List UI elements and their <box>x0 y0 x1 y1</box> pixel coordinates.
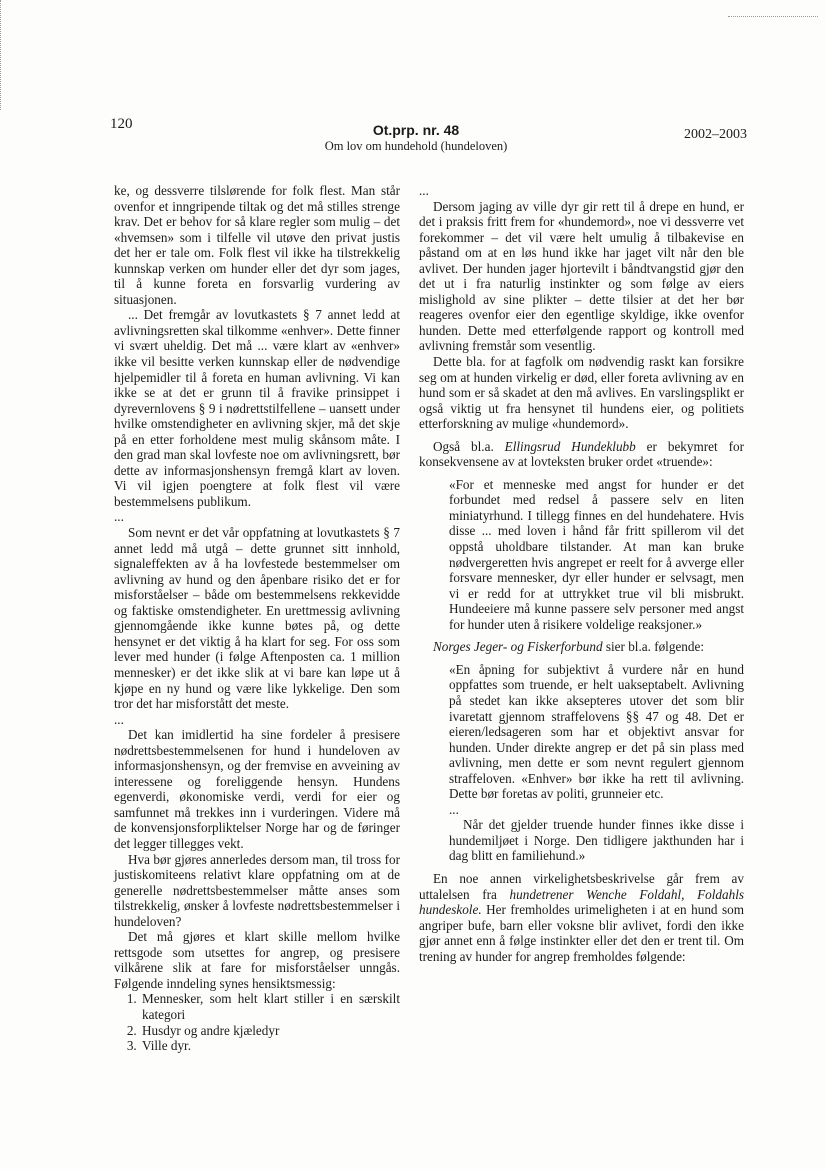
document-title: Ot.prp. nr. 48 <box>372 122 460 138</box>
scan-edge-marks <box>0 0 4 110</box>
right-column <box>419 183 744 964</box>
organisation-name: Norges Jeger- og Fiskerforbund <box>433 639 603 655</box>
paragraph: Det må gjøres et klart skille mellom hvilke rettsgode som utsettes for angrep, og presisere vilkårene slik at fare for misforståelser unngås. Følgende inndeling synes hensiktsmessig: <box>114 929 400 991</box>
paragraph: Norges Jeger- og Fiskerforbund sier bl.a. følgende: <box>433 639 704 655</box>
session-year: 2002–2003 <box>684 127 747 142</box>
ellipsis: ... <box>114 711 124 727</box>
source-name: hundetrener Wenche Foldahl, Foldahls hundeskole. <box>419 886 744 918</box>
list-item: 2. Husdyr og andre kjæledyr <box>140 1023 400 1039</box>
list-item: 3. Ville dyr. <box>140 1038 400 1054</box>
paragraph: Dersom jaging av ville dyr gir rett til å drepe en hund, er det i praksis fritt frem for «hundemord», noe vi dessverre vet forekommer – det vil være helt umulig å tilbakevise en påstand om at en løs hund ikke har jaget vilt når den ble avlivet. Der hunden jager hjortevilt i båndtvangstid gjør den det ut i fra naturlig instinkter og som følge av eiers mislighold av sine plikter – dette tilsier at det her bør reageres ovenfor eier den egentlige skyldige, ikke ovenfor hunden. Dette med etterfølgende rapport og kontroll med avlivning fremstår som vesentlig. <box>419 198 744 354</box>
block-quote: Når det gjelder truende hunder finnes ikke disse i hundemiljøet i Norge. Den tidligere jakthunden har i dag blitt en familiehund.» <box>449 817 744 864</box>
document-subtitle: Om lov om hundehold (hundeloven) <box>324 139 508 153</box>
organisation-name: Ellingsrud Hundeklubb <box>504 438 636 454</box>
paragraph: Hva bør gjøres annerledes dersom man, til tross for justiskomiteens relativt klare oppfatning om at de generelle nødrettsbestemmelser måtte anses som tilstrekkelig, ønsker å lovfeste nødrettsbestemmelser i hundeloven? <box>114 851 400 929</box>
ellipsis: ... <box>114 509 124 525</box>
running-header <box>296 122 536 154</box>
block-quote: «En åpning for subjektivt å vurdere når en hund oppfattes som truende, er helt uakseptabelt. Avlivning på stedet kan ikke aksepteres utover det som blir ivaretatt gjennom straffelovens §§ 47 og 48. Det er eieren/ledsageren som har et objektivt ansvar for hunden. Under direkte angrep er det på sin plass med avlivning, men dette er som nevnt regulert gjennom straffeloven. «Enhver» bør ikke ha rett til avlivning. Dette bør foretas av politi, grunneier etc. <box>449 661 744 802</box>
list-item: 1. Mennesker, som helt klart stiller i en særskilt kategori <box>140 991 400 1022</box>
category-list <box>114 991 400 1053</box>
paragraph: En noe annen virkelighetsbeskrivelse går frem av uttalelsen fra hundetrener Wenche Foldahl, Foldahls hundeskole. Her fremholdes urimeligheten i at en hund som angriper bufe, barn eller voksne blir avlivet, fordi den ikke gjør annet enn å følge instinkter eller det den er trent til. Om trening av hunder for angrep fremholdes følgende: <box>419 870 744 964</box>
ellipsis: ... <box>449 801 459 817</box>
paragraph: ke, og dessverre tilslørende for folk flest. Man står ovenfor et inngripende tiltak og det må stilles strenge krav. Det er behov for så klare regler som mulig – det «hvemsen» som i tilfelle vil utøve den privat justis det her er tale om. Folk flest vil ikke ha tilstrekkelig kunnskap verken om hunder eller det dyr som jages, til å kunne foreta en forsvarlig vurdering av situasjonen. <box>114 183 400 307</box>
paragraph: Også bl.a. Ellingsrud Hundeklubb er bekymret for konsekvensene av at lovteksten bruker ordet «truende»: <box>419 438 744 470</box>
page-number: 120 <box>110 116 133 132</box>
paragraph: Dette bla. for at fagfolk om nødvendig raskt kan forsikre seg om at hunden virkelig er død, eller foreta avlivning av en hund som er så skadet at den må avlives. En varslingsplikt er også viktig ut fra hensynet til hundens eier, og politiets etterforskning av mulige «hundemord». <box>419 354 744 432</box>
block-quote: «For et menneske med angst for hunder er det forbundet med redsel å passere selv en liten miniatyrhund. I tillegg finnes en del hundehatere. Hvis disse ... med loven i hånd får fritt spillerom vil det oppstå uholdbare tilstander. At man kan bruke nødvergeretten hvis angrepet er reelt for å avverge eller forsvare mennesker, dyr eller hunder er selvsagt, men vi er redd for at uttrykket true vil bli misbrukt. Hundeeiere må kunne passere selv personer med angst for hunder uten å risikere voldelige reaksjoner.» <box>449 476 744 632</box>
paragraph: Som nevnt er det vår oppfatning at lovutkastets § 7 annet ledd må utgå – dette grunnet sitt innhold, signaleffekten av å ha lovfestede bestemmelser om avlivning av hund og den åpenbare risiko det er for misforståelser – både om bestemmelsens rekkevidde og faktiske omstendigheter. En urettmessig avlivning gjennomgående ikke kunne bøtes på, og dette hensynet er det viktig å ha klart for seg. For oss som lever med hunder (i følge Aftenposten ca. 1 million mennesker) er det ikke slik at vi bare kan løpe ut å kjøpe en ny hund og være like lykkelige. Den som tror det har misforstått det meste. <box>114 525 400 712</box>
ellipsis: ... <box>419 183 429 198</box>
scan-dotted-line <box>728 16 818 17</box>
paragraph: Det kan imidlertid ha sine fordeler å presisere nødrettsbestemmelsenen for hund i hundeloven av informasjonshensyn, og der fremvise en avveining av interessene og foreliggende hensyn. Hundens egenverdi, økonomiske verdi, verdi for eier og samfunnet må trekkes inn i vurderingen. Videre må de konvensjonsforpliktelser Norge har og de føringer det legger tillegges vekt. <box>114 727 400 851</box>
left-column <box>114 183 400 1054</box>
paragraph: ... Det fremgår av lovutkastets § 7 annet ledd at avlivningsretten skal tilkomme «enhver». Dette finner vi svært uheldig. Det må ... være klart av «enhver» ikke vil besitte verken kunnskap eller de nødvendige hjelpemidler til å foreta en human avlivning. Vi kan ikke se at det er grunn til å fravike prinsippet i dyrevernlovens § 9 i nødrettstilfellene – uansett under hvilke omstendigheter en avlivning skjer, må det skje på en etter forholdene mest mulig skånsom måte. I den grad man skal lovfeste noe om avlivningsrett, bør dette av informasjonshensyn fremgå klart av loven. Vi vil igjen poengtere at folk flest vil være bestemmelsens publikum. <box>114 307 400 509</box>
